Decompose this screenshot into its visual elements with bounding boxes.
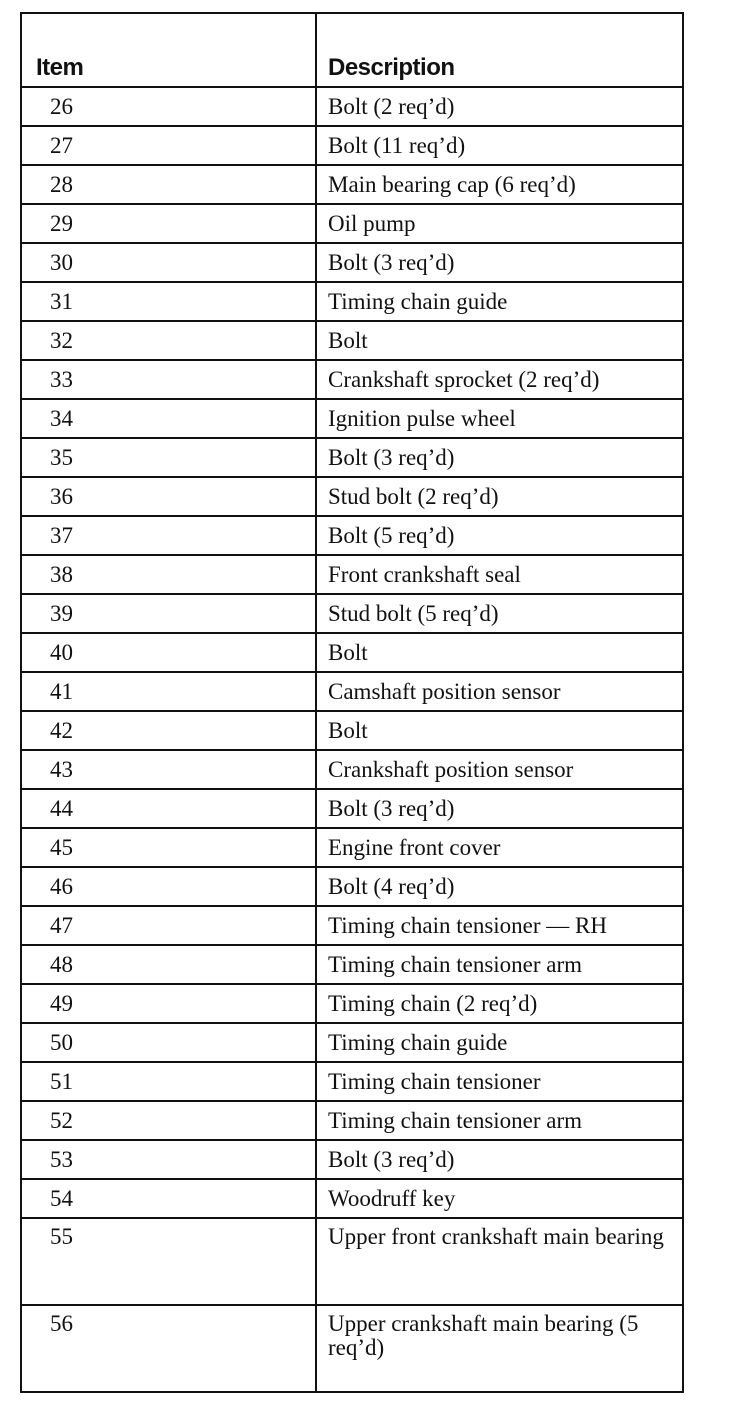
item-number: 55	[21, 1218, 316, 1305]
item-description: Main bearing cap (6 req’d)	[316, 165, 683, 204]
table-header	[21, 13, 683, 87]
item-description: Bolt (5 req’d)	[316, 516, 683, 555]
item-number: 38	[21, 555, 316, 594]
item-description: Ignition pulse wheel	[316, 399, 683, 438]
table-row	[21, 1023, 683, 1062]
item-description: Bolt (3 req’d)	[316, 789, 683, 828]
table-row	[21, 1218, 683, 1305]
table-row	[21, 126, 683, 165]
item-description: Stud bolt (5 req’d)	[316, 594, 683, 633]
item-description: Woodruff key	[316, 1179, 683, 1218]
item-description: Oil pump	[316, 204, 683, 243]
table-row	[21, 516, 683, 555]
item-description: Bolt	[316, 711, 683, 750]
item-description: Bolt (11 req’d)	[316, 126, 683, 165]
item-number: 36	[21, 477, 316, 516]
item-description: Timing chain (2 req’d)	[316, 984, 683, 1023]
item-number: 54	[21, 1179, 316, 1218]
item-description: Timing chain guide	[316, 282, 683, 321]
item-number: 28	[21, 165, 316, 204]
table-row	[21, 1179, 683, 1218]
item-number: 43	[21, 750, 316, 789]
parts-table	[20, 12, 684, 1393]
table-row	[21, 477, 683, 516]
item-description: Engine front cover	[316, 828, 683, 867]
table-body	[21, 87, 683, 1392]
item-description: Bolt	[316, 321, 683, 360]
table-row	[21, 945, 683, 984]
item-number: 50	[21, 1023, 316, 1062]
table-row	[21, 282, 683, 321]
item-description: Crankshaft position sensor	[316, 750, 683, 789]
item-description: Timing chain tensioner arm	[316, 945, 683, 984]
item-number: 49	[21, 984, 316, 1023]
item-number: 31	[21, 282, 316, 321]
table-row	[21, 906, 683, 945]
item-number: 33	[21, 360, 316, 399]
table-row	[21, 165, 683, 204]
item-number: 53	[21, 1140, 316, 1179]
item-number: 34	[21, 399, 316, 438]
item-description: Timing chain guide	[316, 1023, 683, 1062]
item-description: Stud bolt (2 req’d)	[316, 477, 683, 516]
item-number: 46	[21, 867, 316, 906]
table-row	[21, 1140, 683, 1179]
table-row	[21, 1101, 683, 1140]
table-row	[21, 633, 683, 672]
item-number: 48	[21, 945, 316, 984]
item-description: Timing chain tensioner arm	[316, 1101, 683, 1140]
table-row	[21, 438, 683, 477]
table-row	[21, 1305, 683, 1392]
table-row	[21, 87, 683, 126]
item-description: Bolt (3 req’d)	[316, 1140, 683, 1179]
table-row	[21, 984, 683, 1023]
item-number: 35	[21, 438, 316, 477]
table-row	[21, 867, 683, 906]
item-number: 30	[21, 243, 316, 282]
item-description: Timing chain tensioner — RH	[316, 906, 683, 945]
item-description: Front crankshaft seal	[316, 555, 683, 594]
table-row	[21, 399, 683, 438]
table-row	[21, 750, 683, 789]
item-description: Bolt (3 req’d)	[316, 438, 683, 477]
item-number: 45	[21, 828, 316, 867]
table-row	[21, 360, 683, 399]
item-number: 29	[21, 204, 316, 243]
table-row	[21, 672, 683, 711]
item-number: 41	[21, 672, 316, 711]
table-row	[21, 594, 683, 633]
item-description: Camshaft position sensor	[316, 672, 683, 711]
item-number: 37	[21, 516, 316, 555]
item-description: Bolt (4 req’d)	[316, 867, 683, 906]
item-description: Upper front crankshaft main bearing	[316, 1218, 683, 1305]
item-number: 56	[21, 1305, 316, 1392]
item-description: Crankshaft sprocket (2 req’d)	[316, 360, 683, 399]
table-row	[21, 204, 683, 243]
item-number: 40	[21, 633, 316, 672]
table-row	[21, 1062, 683, 1101]
item-column-header: Item	[21, 13, 316, 87]
item-number: 39	[21, 594, 316, 633]
item-number: 47	[21, 906, 316, 945]
item-number: 42	[21, 711, 316, 750]
table-row	[21, 243, 683, 282]
table-row	[21, 555, 683, 594]
item-number: 51	[21, 1062, 316, 1101]
item-description: Upper crankshaft main bearing (5 req’d)	[316, 1305, 683, 1392]
item-number: 27	[21, 126, 316, 165]
item-number: 52	[21, 1101, 316, 1140]
table-row	[21, 321, 683, 360]
table-row	[21, 828, 683, 867]
item-number: 26	[21, 87, 316, 126]
item-number: 32	[21, 321, 316, 360]
item-description: Bolt	[316, 633, 683, 672]
item-description: Timing chain tensioner	[316, 1062, 683, 1101]
header-row	[21, 13, 683, 87]
item-description: Bolt (3 req’d)	[316, 243, 683, 282]
item-description: Bolt (2 req’d)	[316, 87, 683, 126]
table-row	[21, 711, 683, 750]
description-column-header: Description	[316, 13, 683, 87]
table-row	[21, 789, 683, 828]
item-number: 44	[21, 789, 316, 828]
